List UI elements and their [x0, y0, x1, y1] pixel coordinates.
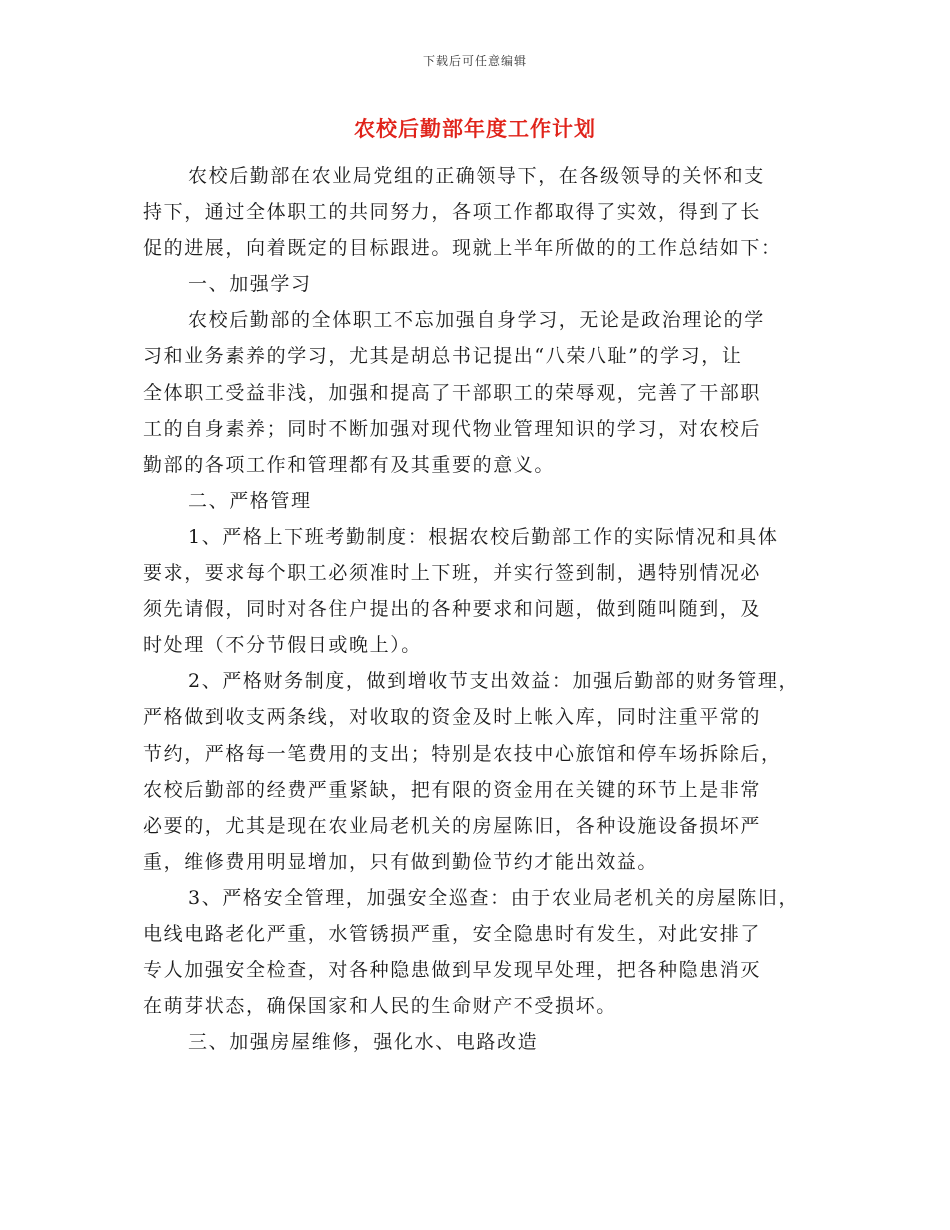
body-line: 工的自身素养；同时不断加强对现代物业管理知识的学习，对农校后 — [143, 417, 762, 440]
body-line: 农校后勤部的全体职工不忘加强自身学习，无论是政治理论的学 — [188, 309, 765, 332]
body-line: 节约，严格每一笔费用的支出；特别是农技中心旅馆和停车场拆除后， — [143, 742, 782, 765]
body-line: 重，维修费用明显增加，只有做到勤俭节约才能出效益。 — [143, 850, 659, 873]
body-line: 严格做到收支两条线，对收取的资金及时上帐入库，同时注重平常的 — [143, 706, 762, 729]
body-line: 二、严格管理 — [188, 489, 312, 512]
body-line: 勤部的各项工作和管理都有及其重要的意义。 — [143, 453, 556, 476]
body-line: 1、严格上下班考勤制度：根据农校后勤部工作的实际情况和具体 — [188, 525, 779, 548]
body-line: 时处理（不分节假日或晚上）。 — [143, 634, 422, 657]
body-line: 要求，要求每个职工必须准时上下班，并实行签到制，遇特别情况必 — [143, 562, 762, 585]
document-body — [143, 158, 813, 1060]
body-line: 专人加强安全检查，对各种隐患做到早发现早处理，把各种隐患消灭 — [143, 959, 762, 982]
body-line: 三、加强房屋维修，强化水、电路改造 — [188, 1031, 539, 1054]
body-line: 2、严格财务制度，做到增收节支出效益：加强后勤部的财务管理， — [188, 670, 800, 693]
body-line: 电线电路老化严重，水管锈损严重，安全隐患时有发生，对此安排了 — [143, 922, 762, 945]
body-line: 3、严格安全管理，加强安全巡查：由于农业局老机关的房屋陈旧， — [188, 886, 800, 909]
body-line: 促的进展，向着既定的目标跟进。现就上半年所做的的工作总结如下： — [143, 237, 782, 260]
body-line: 农校后勤部的经费严重紧缺，把有限的资金用在关键的环节上是非常 — [143, 778, 762, 801]
body-line: 全体职工受益非浅，加强和提高了干部职工的荣辱观，完善了干部职 — [143, 381, 762, 404]
page-header-note: 下载后可任意编辑 — [422, 54, 527, 68]
body-line: 一、加强学习 — [188, 273, 312, 296]
document-title: 农校后勤部年度工作计划 — [354, 116, 596, 141]
body-line: 必要的，尤其是现在农业局老机关的房屋陈旧，各种设施设备损坏严 — [143, 814, 762, 837]
body-line: 持下，通过全体职工的共同努力，各项工作都取得了实效，得到了长 — [143, 201, 762, 224]
body-line: 习和业务素养的学习，尤其是胡总书记提出“八荣八耻”的学习，让 — [143, 345, 743, 368]
body-line: 须先请假，同时对各住户提出的各种要求和问题，做到随叫随到，及 — [143, 598, 762, 621]
body-line: 农校后勤部在农业局党组的正确领导下，在各级领导的关怀和支 — [188, 165, 765, 187]
body-line: 在萌芽状态，确保国家和人民的生命财产不受损坏。 — [143, 995, 617, 1018]
